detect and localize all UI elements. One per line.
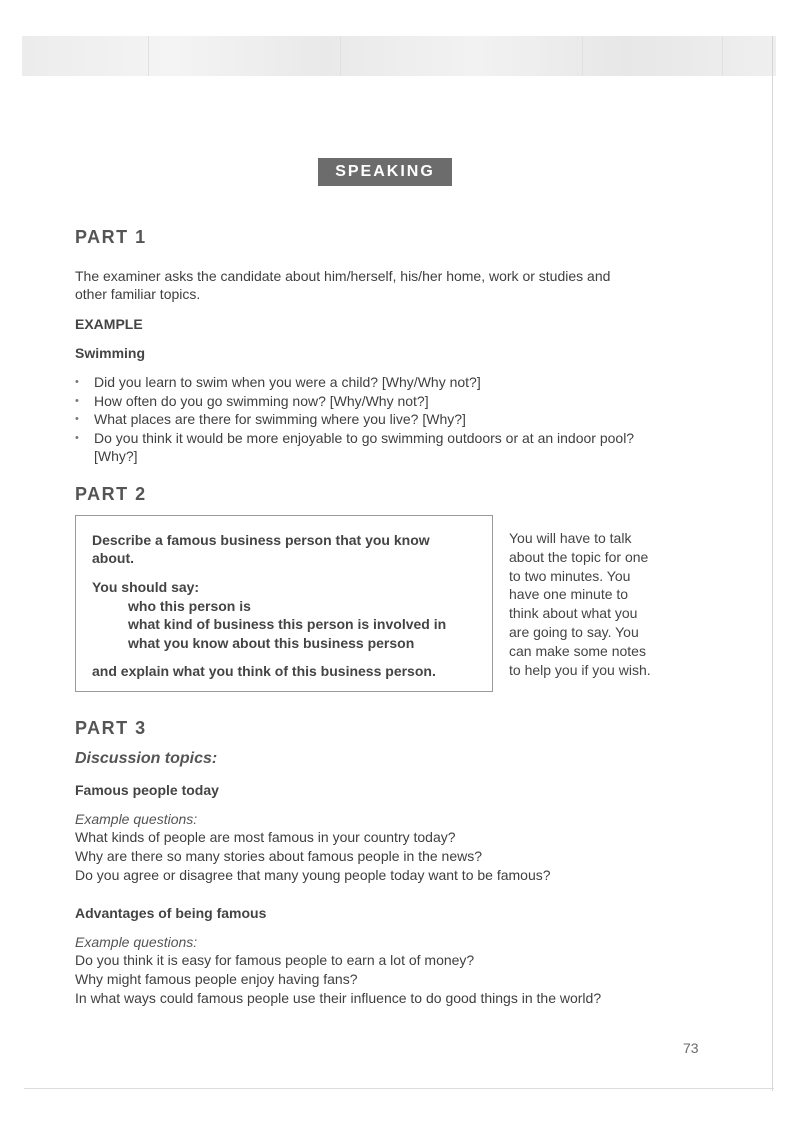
- scan-band-divider: [582, 36, 583, 76]
- topic-title-advantages: Advantages of being famous: [75, 905, 267, 921]
- side-note-line: to two minutes. You: [509, 567, 631, 584]
- part1-topic: Swimming: [75, 345, 146, 361]
- side-note-line: have one minute to: [509, 586, 629, 603]
- part1-intro-line2: other familiar topics.: [75, 286, 201, 302]
- discussion-question: Why are there so many stories about famous people in the news?: [75, 848, 482, 864]
- part2-side-note: [509, 529, 674, 679]
- side-note-line: can make some notes: [509, 642, 646, 659]
- discussion-question: What kinds of people are most famous in your country today?: [75, 829, 456, 845]
- task-explain: and explain what you think of this business person.: [92, 663, 436, 679]
- part1-question-list: [75, 373, 675, 466]
- side-note-line: about the topic for one: [509, 548, 649, 565]
- discussion-topics-label: Discussion topics:: [75, 750, 218, 767]
- scan-band-divider: [722, 36, 723, 76]
- part2-heading: PART 2: [75, 484, 147, 504]
- side-note-line: to help you if you wish.: [509, 661, 651, 678]
- discussion-question: In what ways could famous people use their influence to do good things in the world?: [75, 990, 602, 1006]
- side-note-line: think about what you: [509, 605, 638, 622]
- scan-band-divider: [340, 36, 341, 76]
- task-prompt-line1: Describe a famous business person that you know: [92, 532, 430, 548]
- part1-question: • What places are there for swimming where you live? [Why?]: [75, 410, 675, 429]
- topic-title-famous-people-today: Famous people today: [75, 782, 219, 798]
- page-title: SPEAKING: [318, 158, 452, 186]
- part1-intro-line1: The examiner asks the candidate about him/herself, his/her home, work or studies and: [75, 268, 611, 284]
- discussion-question: Do you agree or disagree that many young people today want to be famous?: [75, 867, 551, 883]
- part3-heading: PART 3: [75, 718, 147, 738]
- side-note-line: are going to say. You: [509, 623, 639, 640]
- scan-top-band: [22, 36, 776, 76]
- task-point: what you know about this business person: [128, 635, 415, 651]
- discussion-question: Why might famous people enjoy having fans?: [75, 971, 358, 987]
- task-prompt-line2: about.: [92, 550, 134, 566]
- page-edge-line: [772, 36, 773, 1091]
- should-say-label: You should say:: [92, 579, 200, 595]
- side-note-line: You will have to talk: [509, 530, 632, 546]
- example-questions-label: Example questions:: [75, 811, 198, 827]
- scan-band-divider: [148, 36, 149, 76]
- part1-question: • Do you think it would be more enjoyable to go swimming outdoors or at an indoor pool? [Why?]: [75, 429, 675, 466]
- discussion-question: Do you think it is easy for famous people to earn a lot of money?: [75, 952, 475, 968]
- page-bottom-line: [24, 1088, 774, 1089]
- part1-question: • Did you learn to swim when you were a child? [Why/Why not?]: [75, 373, 675, 392]
- task-point: who this person is: [128, 598, 251, 614]
- example-questions-label: Example questions:: [75, 934, 198, 950]
- part1-question: • How often do you go swimming now? [Why/Why not?]: [75, 392, 675, 411]
- part1-example-label: EXAMPLE: [75, 316, 143, 332]
- task-point: what kind of business this person is involved in: [128, 616, 447, 632]
- page-number: 73: [683, 1040, 699, 1056]
- part1-heading: PART 1: [75, 227, 147, 247]
- task-card: [75, 515, 493, 692]
